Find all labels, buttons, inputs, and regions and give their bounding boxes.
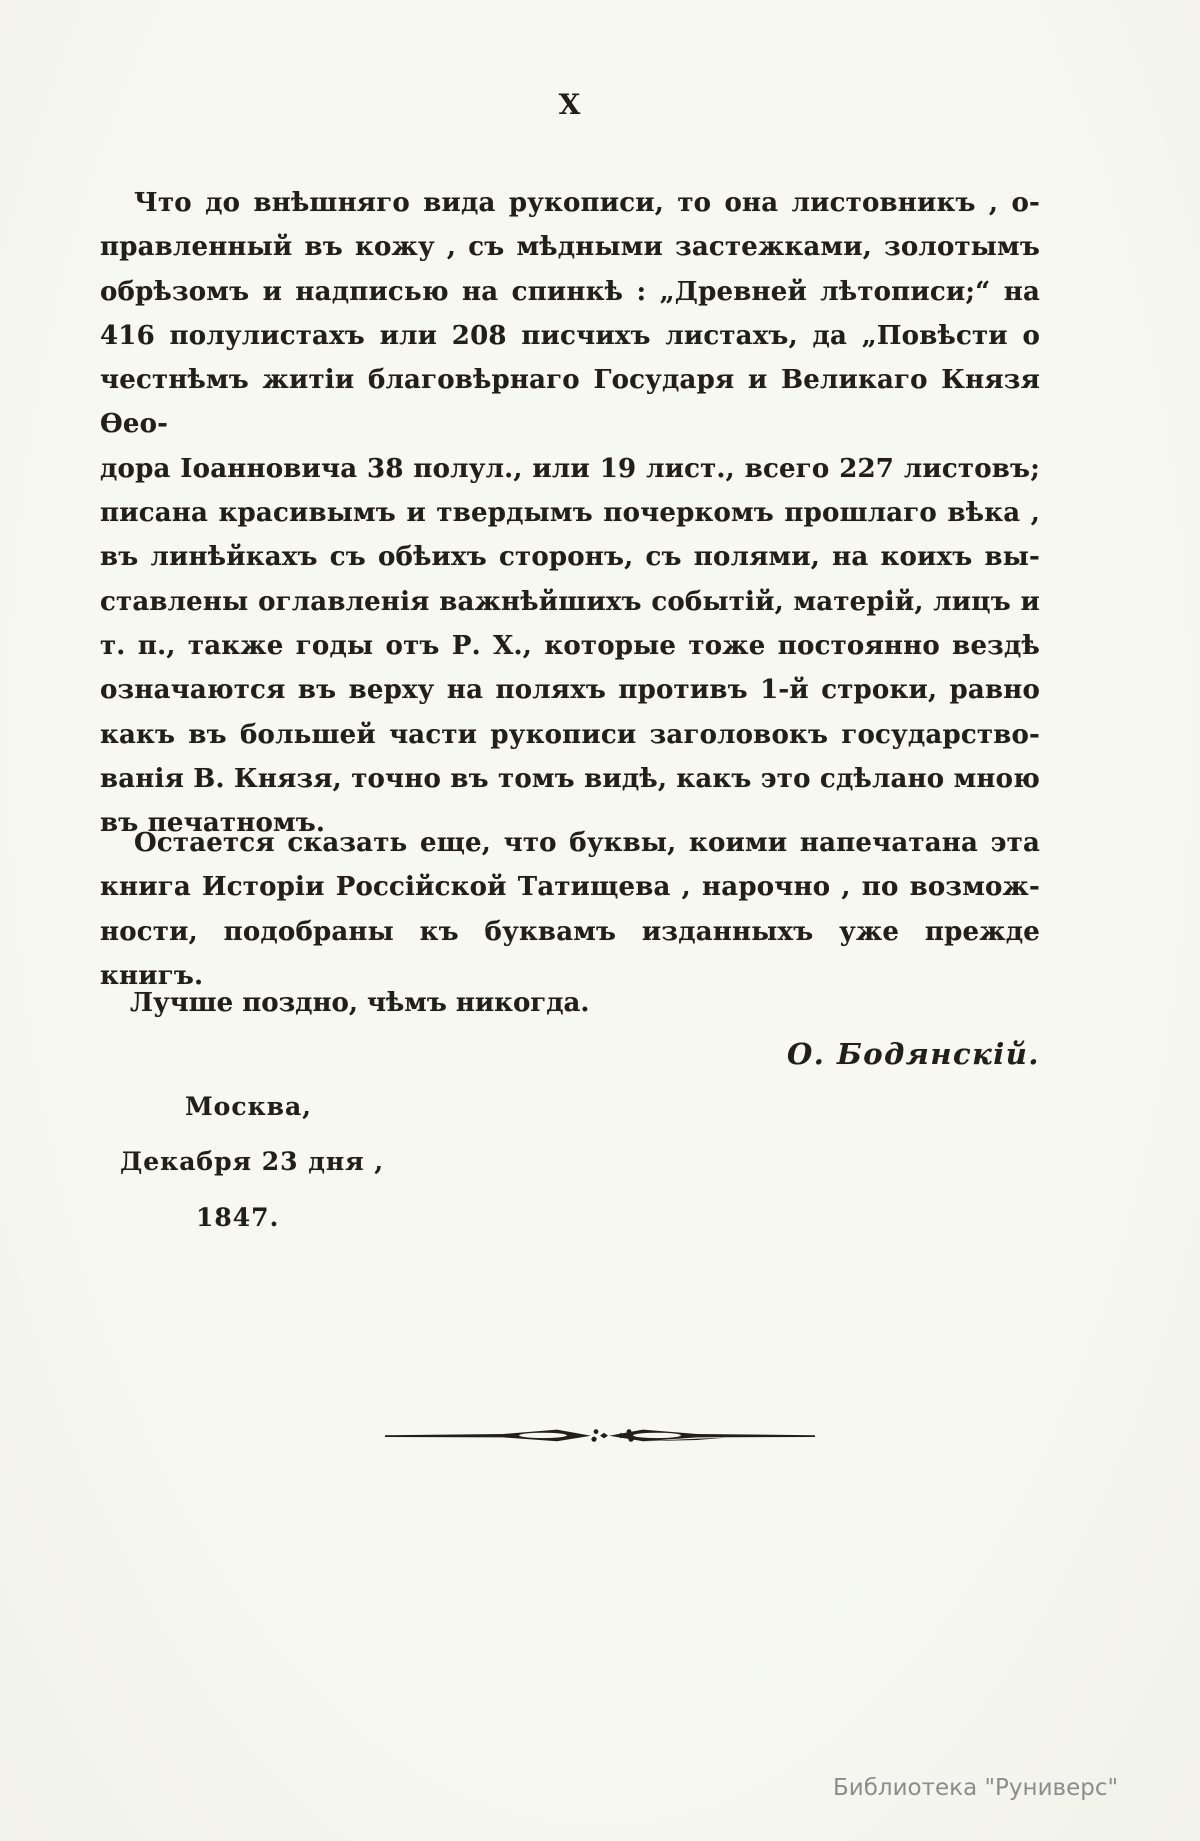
text-line: книга Исторіи Россійской Татищева , нарочно , по возмож-: [100, 872, 1040, 903]
dateline-city: Москва,: [185, 1092, 312, 1121]
text-line: Остается сказать еще, что буквы, коими напечатана эта: [134, 828, 1040, 858]
text-line: Что до внѣшняго вида рукописи, то она листовникъ , о-: [134, 188, 1040, 218]
dateline-date: Декабря 23 дня ,: [120, 1147, 385, 1176]
author-signature: О. Бодянскій.: [787, 1037, 1040, 1071]
page-number: X: [558, 88, 582, 121]
text-line: обрѣзомъ и надписью на спинкѣ : „Древней лѣтописи;“ на: [100, 276, 1040, 307]
text-line: какъ въ большей части рукописи заголовокъ государство-: [100, 719, 1040, 750]
text-line: въ линѣйкахъ съ обѣихъ сторонъ, съ полями, на коихъ вы-: [100, 542, 1040, 573]
dateline-year: 1847.: [196, 1203, 280, 1232]
text-line: ности, подобраны къ буквамъ изданныхъ уже прежде книгъ.: [100, 916, 1040, 991]
text-line: ванія В. Князя, точно въ томъ видѣ, какъ это сдѣлано мною: [100, 763, 1040, 794]
text-line: ставлены оглавленія важнѣйшихъ событій, матерій, лицъ и: [100, 586, 1040, 617]
text-line: правленный въ кожу , съ мѣдными застежками, золотымъ: [100, 232, 1040, 263]
text-line: честнѣмъ житіи благовѣрнаго Государя и Великаго Князя Ѳео-: [100, 365, 1040, 440]
section-divider-ornament: [385, 1427, 815, 1445]
text-line: въ печатномъ.: [100, 808, 326, 839]
text-line: т. п., также годы отъ Р. Х., которые тоже постоянно вездѣ: [100, 630, 1040, 661]
text-line: дора Іоанновича 38 полул., или 19 лист., всего 227 листовъ;: [100, 453, 1040, 484]
text-line: означаются въ верху на поляхъ противъ 1-й строки, равно: [100, 675, 1040, 706]
paragraph-typeface-note: [100, 821, 1040, 998]
paragraph-manuscript-description: [100, 181, 1040, 845]
text-line: 416 полулистахъ или 208 писчихъ листахъ, да „Повѣсти о: [100, 320, 1040, 351]
library-watermark: Библиотека "Руниверс": [833, 1775, 1119, 1801]
aphorism-line: Лучше поздно, чѣмъ никогда.: [130, 988, 590, 1018]
text-line: писана красивымъ и твердымъ почеркомъ прошлаго вѣка ,: [100, 498, 1040, 529]
